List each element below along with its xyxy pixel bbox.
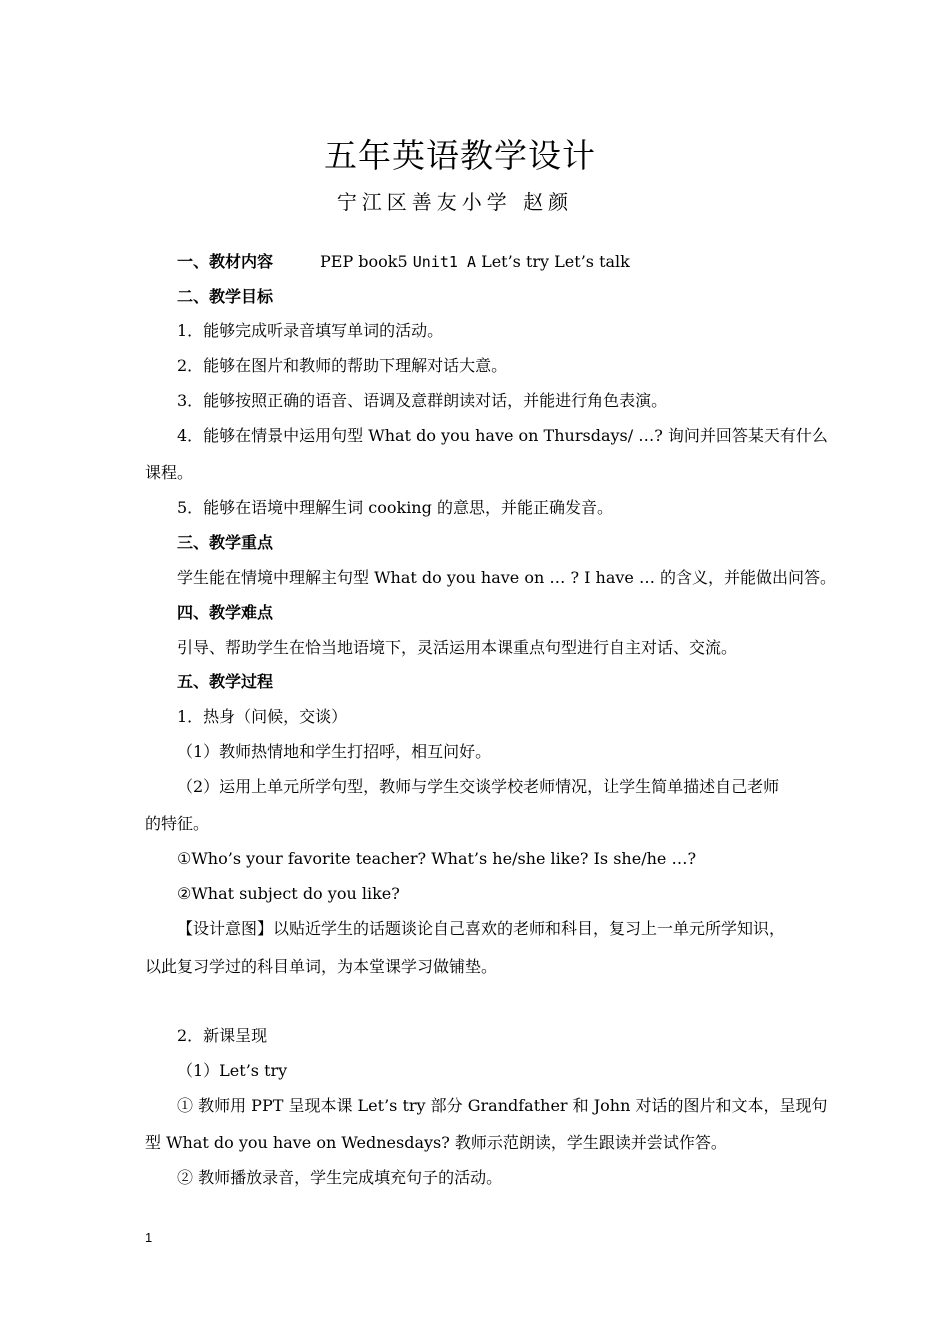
- step-1-1: （1）教师热情地和学生打招呼，相互问好。: [177, 742, 492, 761]
- goal-4-line1: 4．能够在情景中运用句型 What do you have on Thursdays/ …? 询问并回答某天有什么: [177, 426, 828, 445]
- goal-1: 1．能够完成听录音填写单词的活动。: [177, 321, 444, 340]
- step-2-1a-line2: 型 What do you have on Wednesdays? 教师示范朗读，学生跟读并尝试作答。: [145, 1133, 727, 1152]
- section4-label: 四、教学难点: [177, 603, 274, 622]
- section1-content-book: PEP book5: [320, 252, 413, 271]
- section1-content: [320, 251, 630, 273]
- question-1: ①Who’s your favorite teacher? What’s he/she like? Is she/he …?: [177, 849, 697, 868]
- step-2: 2．新课呈现: [177, 1026, 268, 1045]
- step-2-1b: ② 教师播放录音，学生完成填充句子的活动。: [177, 1168, 503, 1187]
- step-1: 1．热身（问候，交谈）: [177, 707, 348, 726]
- goal-2: 2．能够在图片和教师的帮助下理解对话大意。: [177, 356, 508, 375]
- section1-content-unit: Unit1 A: [412, 253, 476, 271]
- goal-3: 3．能够按照正确的语音、语调及意群朗读对话，并能进行角色表演。: [177, 391, 668, 410]
- design-intent-line2: 以此复习学过的科目单词，为本堂课学习做铺垫。: [145, 957, 498, 976]
- question-2: ②What subject do you like?: [177, 884, 400, 903]
- section5-label: 五、教学过程: [177, 672, 274, 691]
- section1-label: 一、教材内容: [177, 252, 274, 271]
- key-point: 学生能在情境中理解主句型 What do you have on … ? I have … 的含义，并能做出问答。: [177, 568, 837, 587]
- difficulty: 引导、帮助学生在恰当地语境下，灵活运用本课重点句型进行自主对话、交流。: [177, 638, 738, 657]
- step-2-1: （1）Let’s try: [177, 1061, 288, 1080]
- section2-label: 二、教学目标: [177, 287, 274, 306]
- section3-label: 三、教学重点: [177, 533, 274, 552]
- design-intent-line1: 【设计意图】以贴近学生的话题谈论自己喜欢的老师和科目，复习上一单元所学知识，: [177, 919, 786, 938]
- goal-5: 5．能够在语境中理解生词 cooking 的意思，并能正确发音。: [177, 498, 613, 517]
- page-number: 1: [145, 1230, 153, 1245]
- step-1-2-line2: 的特征。: [145, 814, 210, 833]
- step-1-2-line1: （2）运用上单元所学句型，教师与学生交谈学校老师情况，让学生简单描述自己老师: [177, 777, 780, 796]
- goal-4-line2: 课程。: [145, 463, 194, 482]
- document-title: 五年英语教学设计: [324, 136, 596, 175]
- section1-content-parts: Let’s try Let’s talk: [475, 252, 630, 271]
- step-2-1a-line1: ① 教师用 PPT 呈现本课 Let’s try 部分 Grandfather 和 John 对话的图片和文本，呈现句: [177, 1096, 828, 1115]
- document-subtitle: 宁江区善友小学 赵颜: [336, 190, 574, 214]
